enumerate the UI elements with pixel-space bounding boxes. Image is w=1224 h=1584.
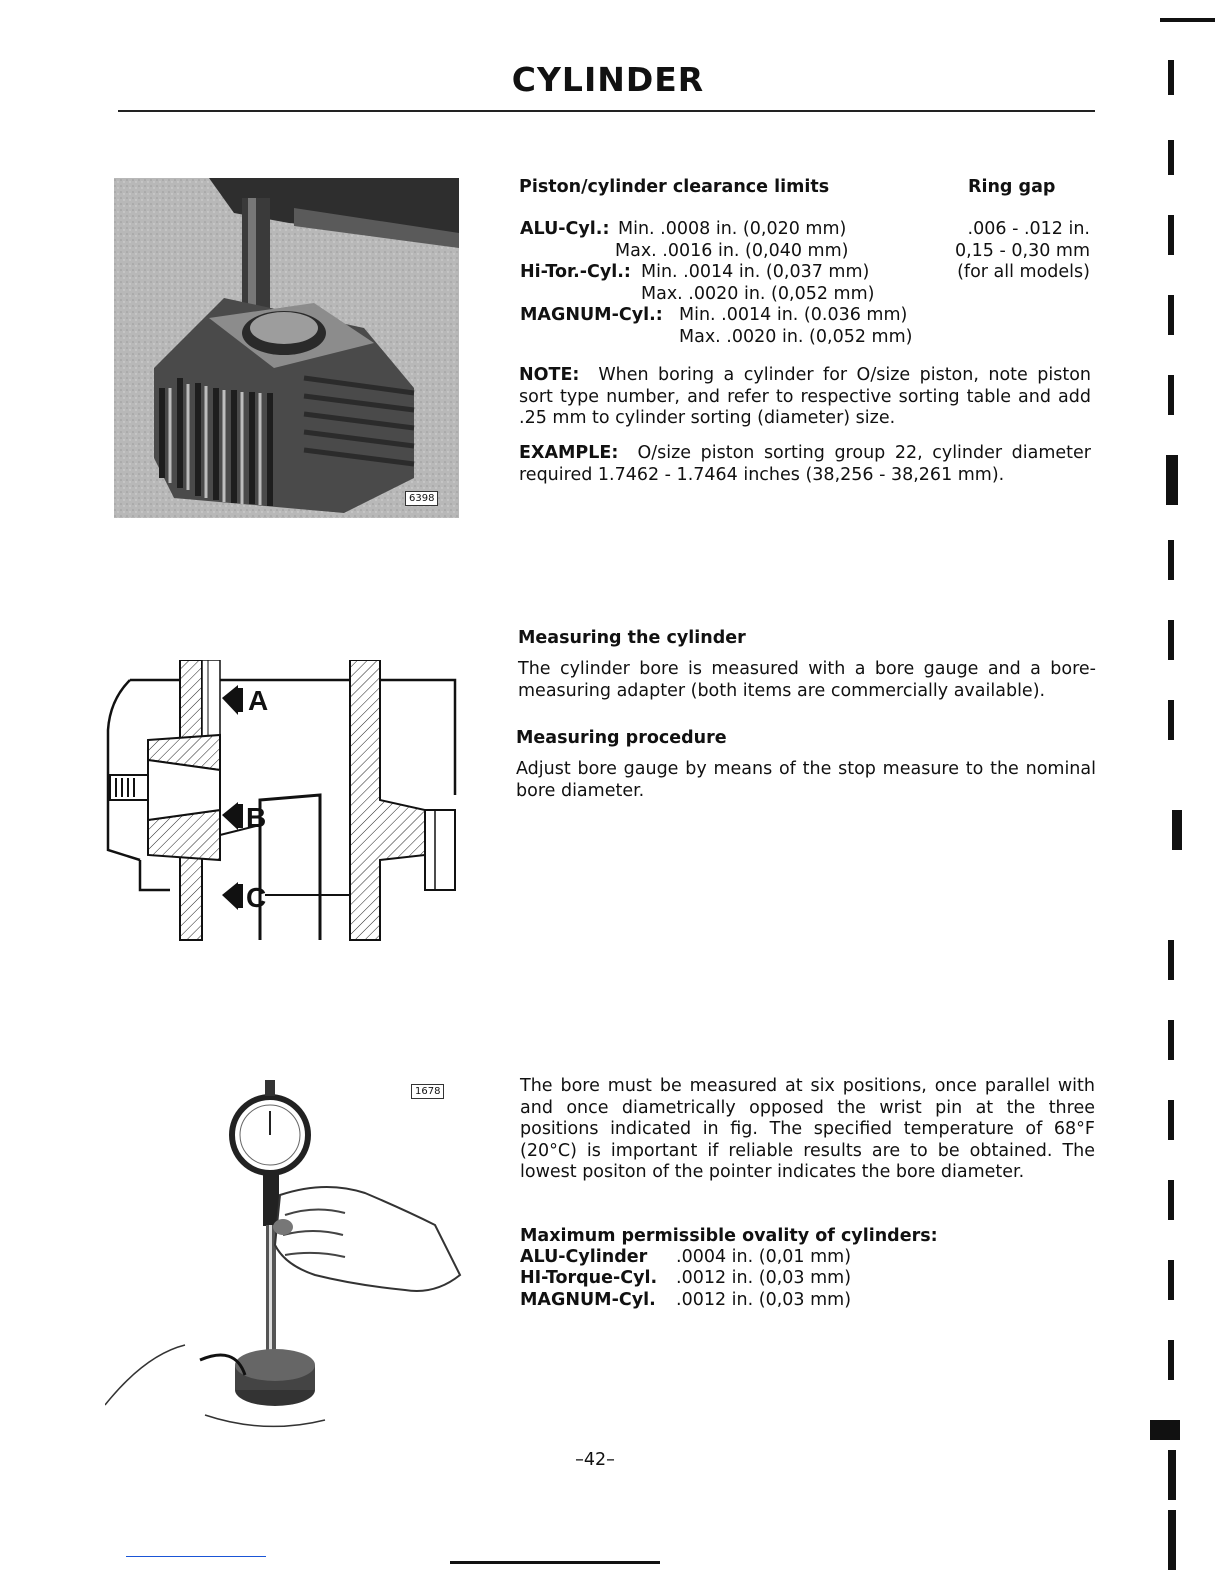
bore-positions-diagram [100,660,460,945]
note-text: When boring a cylinder for O/size piston, note piston sort type number, and refer to respective sorting table and add .25 mm to cylinder sorting (diameter) size. [519,365,1091,429]
note-paragraph [519,365,1091,430]
procedure-heading: Measuring procedure [516,728,727,748]
measuring-heading: Measuring the cylinder [518,628,746,648]
position-c-label: C [246,882,267,913]
clearance-alu-min: Min. .0008 in. (0,020 mm) [618,219,847,239]
clearance-magnum-min: Min. .0014 in. (0.036 mm) [679,305,908,325]
note-label: NOTE: [519,365,580,385]
measuring-text: The cylinder bore is measured with a bore gauge and a bore-measuring adapter (both items are commercially available). [518,659,1096,701]
clearance-heading: Piston/cylinder clearance limits [519,177,830,197]
figure-number-tag-2: 1678 [411,1084,444,1099]
figure-number-tag: 6398 [405,491,438,506]
procedure-text: Adjust bore gauge by means of the stop measure to the nominal bore diameter. [516,759,1096,801]
ovality-value-hitorque: .0012 in. (0,03 mm) [676,1268,852,1288]
ring-gap-mm: 0,15 - 0,30 mm [954,241,1090,261]
ring-gap-inches: .006 - .012 in. [967,219,1090,239]
clearance-magnum-max: Max. .0020 in. (0,052 mm) [679,327,913,347]
position-a-label: A [248,685,269,716]
cylinder-photo-image [114,178,459,518]
position-a-arrow [222,685,238,715]
bore-gauge-photo [105,1075,465,1445]
title-rule [118,110,1095,112]
bore-text: The bore must be measured at six positions, once parallel with and once diametrically opposed the wrist pin at the three positions indicated in fig. The specified temperature of 68°F (20°C) is important if reliable results are to be obtained. The lowest positon of the pointer indicates the bore diameter. [520,1076,1095,1183]
ovality-label-alu: ALU-Cylinder [520,1247,648,1267]
example-paragraph [519,443,1091,486]
ovality-label-hitorque: HI-Torque-Cyl. [520,1268,658,1288]
page-title: CYLINDER [511,60,705,99]
footer-rule [450,1561,660,1564]
example-label: EXAMPLE: [519,443,619,463]
ovality-value-magnum: .0012 in. (0,03 mm) [676,1290,852,1310]
clearance-label-hitor: Hi-Tor.-Cyl.: [520,262,631,282]
ring-gap-heading: Ring gap [968,177,1056,197]
clearance-hitor-max: Max. .0020 in. (0,052 mm) [641,284,875,304]
example-text: O/size piston sorting group 22, cylinder diameter required 1.7462 - 1.7464 inches (38,256 - 38,261 mm). [519,443,1091,485]
cylinder-photo [114,178,459,518]
right-wall [350,660,425,940]
clearance-alu-max: Max. .0016 in. (0,040 mm) [615,241,849,261]
page-number: –42– [575,1450,615,1470]
ovality-label-magnum: MAGNUM-Cyl. [520,1290,656,1310]
position-c-arrow [222,882,238,910]
ring-gap-models: (for all models) [957,262,1090,282]
clearance-hitor-min: Min. .0014 in. (0,037 mm) [641,262,870,282]
clearance-label-alu: ALU-Cyl.: [520,219,610,239]
position-b-arrow [222,802,238,830]
binding-edge [1150,0,1224,1584]
position-b-label: B [246,802,267,833]
ovality-heading: Maximum permissible ovality of cylinders: [520,1226,938,1246]
footer-link-line [126,1556,266,1557]
clearance-label-magnum: MAGNUM-Cyl.: [520,305,663,325]
ovality-value-alu: .0004 in. (0,01 mm) [676,1247,852,1267]
